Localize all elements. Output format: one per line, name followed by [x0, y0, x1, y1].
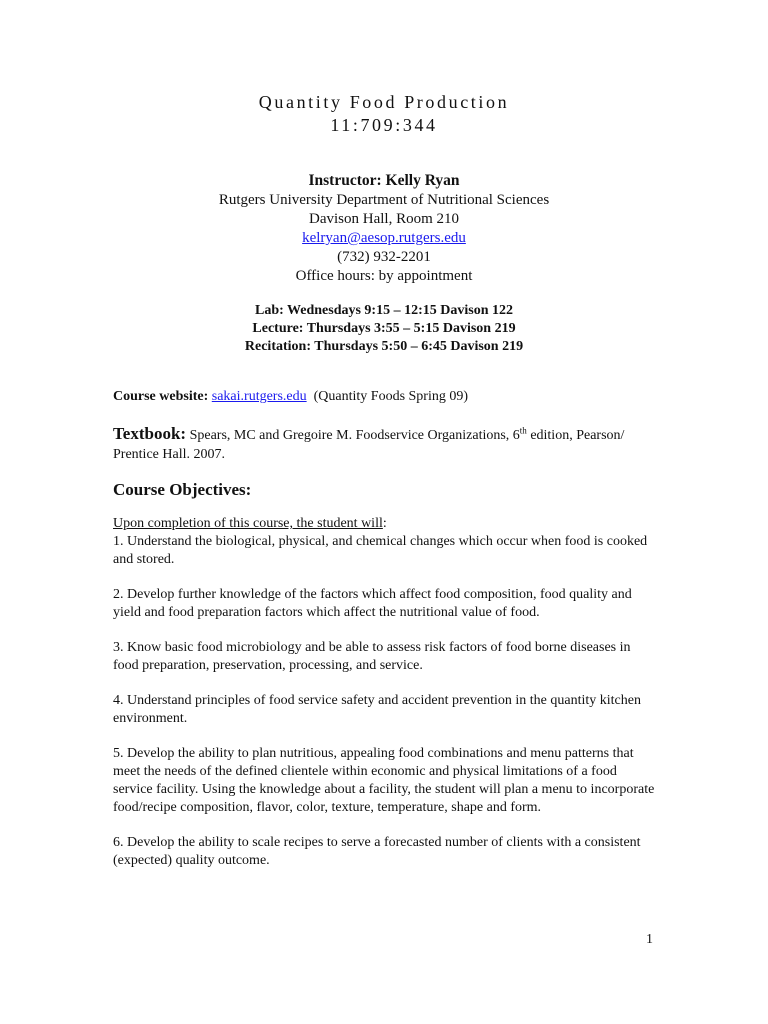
textbook-citation-main: Spears, MC and Gregoire M. Foodservice Organizations, 6 — [189, 428, 520, 443]
instructor-block — [0, 171, 768, 286]
objective-item-4: 4. Understand principles of food service safety and accident prevention in the quantity kitchen environment. — [113, 693, 641, 726]
objective-item-2: 2. Develop further knowledge of the factors which affect food composition, food quality and yield and food preparation factors which affect the nutritional value of food. — [113, 587, 632, 620]
textbook-label: Textbook: — [113, 424, 187, 443]
objectives-intro: Upon completion of this course, the student will — [113, 516, 383, 531]
textbook-line — [113, 424, 673, 464]
objectives-list — [113, 515, 658, 887]
page-title: Quantity Food Production — [258, 92, 510, 112]
instructor-office-hours: Office hours: by appointment — [295, 268, 473, 284]
objective-item-1: 1. Understand the biological, physical, and chemical changes which occur when food is cooked and stored. — [113, 534, 648, 567]
objectives-intro-colon: : — [382, 516, 387, 531]
objective-item-6: 6. Develop the ability to scale recipes to serve a forecasted number of clients with a consistent (expected) quality outcome. — [113, 835, 641, 868]
objective-item-3: 3. Know basic food microbiology and be able to assess risk factors of food borne diseases in food preparation, preservation, processing, and service. — [113, 640, 631, 673]
instructor-email-link[interactable]: kelryan@aesop.rutgers.edu — [302, 230, 466, 246]
instructor-phone: (732) 932-2201 — [337, 249, 431, 265]
course-website-line — [113, 388, 468, 406]
objectives-heading: Course Objectives: — [113, 480, 252, 499]
instructor-office: Davison Hall, Room 210 — [309, 211, 459, 227]
textbook-citation-rest: edition, Pearson/ Prentice Hall. 2007. — [113, 428, 625, 462]
schedule-block — [0, 302, 768, 356]
instructor-name: Instructor: Kelly Ryan — [308, 172, 460, 189]
course-website-note: (Quantity Foods Spring 09) — [313, 389, 469, 404]
page-number: 1 — [646, 932, 653, 947]
textbook-edition-superscript: th — [519, 425, 527, 436]
course-code: 11:709:344 — [330, 115, 438, 135]
instructor-department: Rutgers University Department of Nutritional Sciences — [218, 192, 550, 208]
course-website-link[interactable]: sakai.rutgers.edu — [211, 389, 307, 404]
objective-item-5: 5. Develop the ability to plan nutritious, appealing food combinations and menu patterns that meet the needs of the defined clientele within economic and physical limitations of a food service facility. Using the knowledge about a facility, the student will plan a menu to incorporate food/recipe composition, flavor, color, texture, temperature, shape and form. — [113, 746, 655, 815]
schedule-lecture: Lecture: Thursdays 3:55 – 5:15 Davison 219 — [252, 321, 516, 336]
schedule-lab: Lab: Wednesdays 9:15 – 12:15 Davison 122 — [254, 303, 513, 318]
objectives-intro-line — [113, 515, 658, 533]
course-website-label: Course website: — [113, 389, 209, 404]
schedule-recitation: Recitation: Thursdays 5:50 – 6:45 Davison 219 — [244, 339, 524, 354]
textbook-citation — [113, 425, 625, 462]
